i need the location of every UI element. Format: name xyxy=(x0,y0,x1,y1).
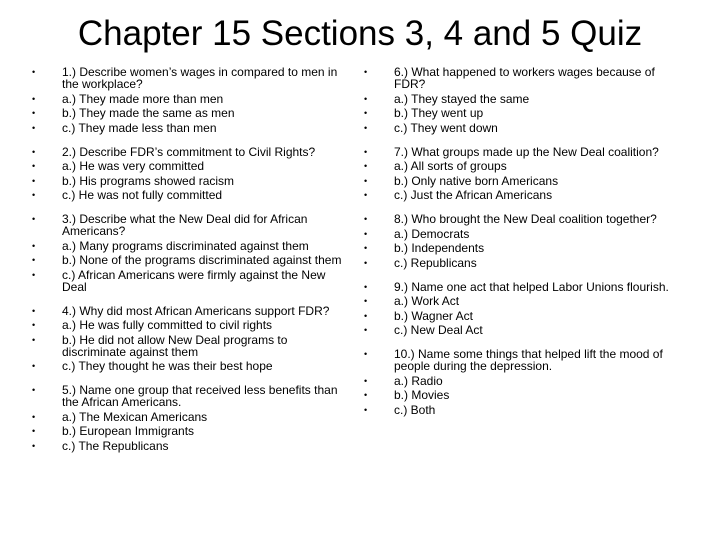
bullet-icon: • xyxy=(32,175,36,186)
question-2-option-b: • b.) His programs showed racism xyxy=(32,173,235,188)
question-5-option-a: • a.) The Mexican Americans xyxy=(32,409,208,424)
bullet-icon: • xyxy=(364,122,368,133)
left-column xyxy=(32,66,342,454)
bullet-icon: • xyxy=(32,334,36,345)
bullet-icon: • xyxy=(364,146,368,157)
question-8-prompt: • 8.) Who brought the New Deal coalition together? xyxy=(364,212,657,226)
question-8 xyxy=(364,213,684,269)
bullet-icon: • xyxy=(364,175,368,186)
question-6-option-a: • a.) They stayed the same xyxy=(364,91,530,106)
question-5-prompt: • 5.) Name one group that received less benefits than the African Americans. xyxy=(32,383,338,409)
question-10-option-c: • c.) Both xyxy=(364,402,436,417)
question-7-option-b: • b.) Only native born Americans xyxy=(364,173,559,188)
question-4-option-a: • a.) He was fully committed to civil rights xyxy=(32,318,273,332)
question-5 xyxy=(32,384,342,452)
bullet-icon: • xyxy=(32,426,36,436)
bullet-icon: • xyxy=(364,281,368,292)
bullet-icon: • xyxy=(364,161,368,171)
bullet-icon: • xyxy=(32,122,36,133)
question-1 xyxy=(32,66,342,134)
bullet-icon: • xyxy=(32,93,36,104)
bullet-icon: • xyxy=(32,440,36,451)
bullet-icon: • xyxy=(32,214,36,224)
question-2-prompt: • 2.) Describe FDR’s commitment to Civil Rights? xyxy=(32,144,316,159)
bullet-icon: • xyxy=(364,190,368,200)
question-3-option-c: • c.) African Americans were firmly against the New Deal xyxy=(32,267,326,294)
bullet-icon: • xyxy=(364,310,368,321)
question-3-option-a: • a.) Many programs discriminated against them xyxy=(32,238,309,253)
bullet-icon: • xyxy=(32,411,36,422)
bullet-icon: • xyxy=(32,240,36,251)
question-4-option-b: • b.) He did not allow New Deal programs to discriminate against them xyxy=(32,332,288,359)
bullet-icon: • xyxy=(32,305,36,316)
question-5-option-c: • c.) The Republicans xyxy=(32,438,169,453)
question-9-prompt: • 9.) Name one act that helped Labor Unions flourish. xyxy=(364,279,669,294)
bullet-icon: • xyxy=(364,296,368,306)
question-3-prompt: • 3.) Describe what the New Deal did for African Americans? xyxy=(32,212,308,238)
bullet-icon: • xyxy=(32,255,36,265)
bullet-icon: • xyxy=(32,108,36,118)
question-2-option-a: • a.) He was very committed xyxy=(32,159,205,173)
question-7-option-a: • a.) All sorts of groups xyxy=(364,159,507,173)
question-8-option-b: • b.) Independents xyxy=(364,241,485,255)
bullet-icon: • xyxy=(364,349,368,359)
bullet-icon: • xyxy=(364,243,368,253)
question-1-option-c: • c.) They made less than men xyxy=(32,120,217,135)
bullet-icon: • xyxy=(32,361,36,371)
right-column xyxy=(364,66,684,418)
bullet-icon: • xyxy=(32,67,36,77)
question-7 xyxy=(364,146,684,202)
bullet-icon: • xyxy=(32,320,36,330)
question-3 xyxy=(32,213,342,293)
bullet-icon: • xyxy=(364,214,368,224)
bullet-icon: • xyxy=(32,190,36,200)
question-6-option-b: • b.) They went up xyxy=(364,106,484,120)
question-9 xyxy=(364,281,684,337)
question-10-option-b: • b.) Movies xyxy=(364,388,450,402)
question-6 xyxy=(364,66,684,134)
question-8-option-a: • a.) Democrats xyxy=(364,226,470,241)
bullet-icon: • xyxy=(364,325,368,335)
bullet-icon: • xyxy=(32,385,36,395)
bullet-icon: • xyxy=(364,108,368,118)
question-5-option-b: • b.) European Immigrants xyxy=(32,424,195,438)
question-10-option-a: • a.) Radio xyxy=(364,373,443,388)
question-6-prompt: • 6.) What happened to workers wages because of FDR? xyxy=(364,65,655,91)
question-3-option-b: • b.) None of the programs discriminated against them xyxy=(32,253,342,267)
question-2 xyxy=(32,146,342,202)
question-4-prompt: • 4.) Why did most African Americans support FDR? xyxy=(32,303,330,318)
bullet-icon: • xyxy=(364,67,368,77)
question-6-option-c: • c.) They went down xyxy=(364,120,498,135)
question-1-option-a: • a.) They made more than men xyxy=(32,91,224,106)
question-10 xyxy=(364,348,684,416)
bullet-icon: • xyxy=(364,93,368,104)
bullet-icon: • xyxy=(32,269,36,280)
question-4 xyxy=(32,305,342,373)
question-8-option-c: • c.) Republicans xyxy=(364,255,477,270)
question-1-option-b: • b.) They made the same as men xyxy=(32,106,235,120)
bullet-icon: • xyxy=(32,146,36,157)
question-9-option-a: • a.) Work Act xyxy=(364,294,460,308)
question-9-option-b: • b.) Wagner Act xyxy=(364,308,473,323)
bullet-icon: • xyxy=(364,228,368,239)
bullet-icon: • xyxy=(364,375,368,386)
question-2-option-c: • c.) He was not fully committed xyxy=(32,188,223,202)
bullet-icon: • xyxy=(32,161,36,171)
bullet-icon: • xyxy=(364,390,368,400)
question-7-option-c: • c.) Just the African Americans xyxy=(364,188,553,202)
question-4-option-c: • c.) They thought he was their best hope xyxy=(32,359,273,373)
page-title: Chapter 15 Sections 3, 4 and 5 Quiz xyxy=(77,14,643,53)
bullet-icon: • xyxy=(364,257,368,268)
question-7-prompt: • 7.) What groups made up the New Deal coalition? xyxy=(364,144,659,159)
question-10-prompt: • 10.) Name some things that helped lift the mood of people during the depression. xyxy=(364,347,663,373)
question-1-prompt: • 1.) Describe women’s wages in compared to men in the workplace? xyxy=(32,65,338,91)
bullet-icon: • xyxy=(364,404,368,415)
question-9-option-c: • c.) New Deal Act xyxy=(364,323,483,337)
